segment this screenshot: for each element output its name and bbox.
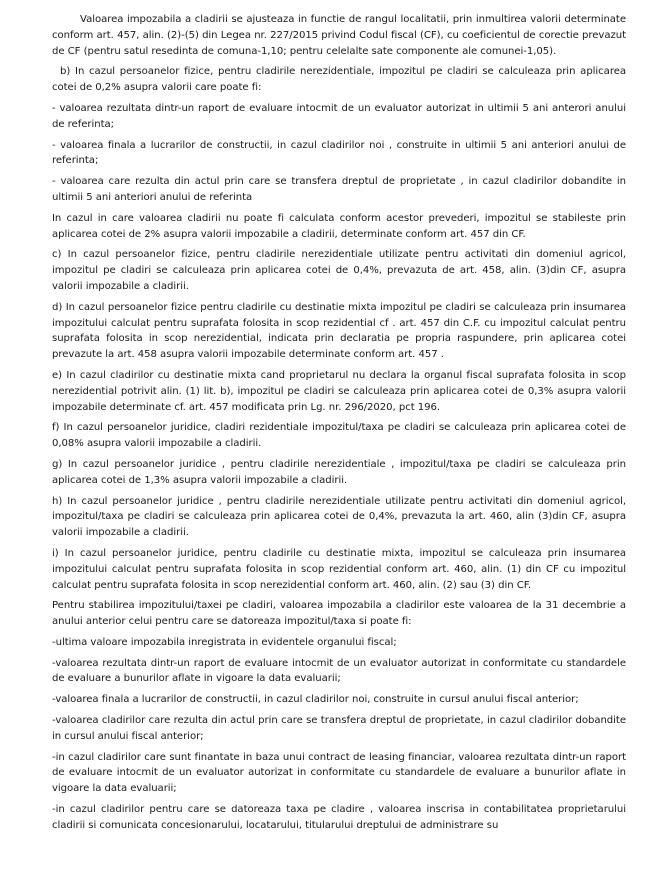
list-item: -valoarea cladirilor care rezulta din actul prin care se transfera dreptul de proprietate, in cazul cladirilor dobandite in cursul anului fiscal anterior;	[52, 715, 626, 742]
paragraph-e-mixed-undeclared: e) In cazul cladirilor cu destinatie mixta cand proprietarul nu declara la organul fiscal suprafata folosita in scop nerezidential potrivit alin. (1) lit. b), impozitul pe cladiri se calculeaza prin aplicarea cotei de 0,3% asupra valorii impozabile determinate cf. art. 457 modificata prin Lg. nr. 296/2020, pct 196.	[52, 369, 626, 413]
list-item: - valoarea finala a lucrarilor de constructii, in cazul cladirilor noi , construite in ultimii 5 ani anteriori anului de referinta;	[52, 139, 626, 167]
paragraph-h-legal-agricultural: h) In cazul persoanelor juridice , pentru cladirile nerezidentiale utilizate pentru activitati din domeniul agricol, impozitul/taxa pe cladiri se calculeaza prin aplicarea cotei de 0,4%, prevazuta la art. 460, alin (3)din CF, asupra valorii impozabile a cladirii.	[52, 495, 626, 539]
paragraph-fallback-rate: In cazul in care valoarea cladirii nu poate fi calculata conform acestor prevederi, impozitul se stabileste prin aplicarea cotei de 2% asupra valorii impozabile a cladirii, determinate conform art. 457 din CF.	[52, 212, 626, 240]
list-item: - valoarea rezultata dintr-un raport de evaluare intocmit de un evaluator autorizat in ultimii 5 ani anterori anului de referinta;	[52, 102, 626, 130]
list-item: -in cazul cladirilor care sunt finantate in baza unui contract de leasing financiar, valoarea rezultata dintr-un raport de evaluare intocmit de un evaluator autorizat in conformitate cu standardele de evaluare a bunurilor aflate in vigoare la data evaluarii;	[52, 751, 626, 795]
list-item: -ultima valoare impozabila inregistrata in evidentele organului fiscal;	[52, 636, 397, 648]
paragraph-f-legal-residential: f) In cazul persoanelor juridice, cladiri rezidentiale impozitul/taxa pe cladiri se calculeaza prin aplicarea cotei de 0,08% asupra valorii impozabile a cladirii.	[52, 422, 626, 450]
list-item: -in cazul cladirilor pentru care se datoreaza taxa pe cladire , valoarea inscrisa in contabilitatea proprietarului cladirii si comunicata concesionarului, locatarului, titularului dreptului de administrare su	[52, 804, 626, 831]
paragraph-rank-adjustment: Valoarea impozabila a cladirii se ajusteaza in functie de rangul localitatii, prin inmultirea valorii determinate conform art. 457, alin. (2)-(5) din Legea nr. 227/2015 privind Codul fiscal (CF), cu coeficientul de corectie prevazut de CF (pentru satul resedinta de comuna-1,10; pentru celelalte sate componente ale comunei-1,05).	[52, 14, 626, 57]
paragraph-b-nonresidential: b) In cazul persoanelor fizice, pentru cladirile nerezidentiale, impozitul pe cladiri se calculeaza prin aplicarea cotei de 0,2% asupra valorii care poate fi:	[52, 66, 626, 94]
list-item: -valoarea finala a lucrarilor de constructii, in cazul cladirilor noi, construite in cursul anului fiscal anterior;	[52, 694, 579, 706]
paragraph-i-legal-mixed: i) In cazul persoanelor juridice, pentru cladirile cu destinatie mixta, impozitul se calculeaza prin insumarea impozitului calculat pentru suprafata folosita in scop rezidential conform art. 460, alin. (1) din CF cu impozitul calculat pentru suprafata folosita in scop nerezidential conform art. 460, alin. (2) sau (3) din CF.	[52, 547, 626, 591]
list-item: -valoarea rezultata dintr-un raport de evaluare intocmit de un evaluator autorizat in conformitate cu standardele de evaluare a bunurilor aflate in vigoare la data evaluarii;	[52, 657, 626, 685]
paragraph-taxable-value: Pentru stabilirea impozitului/taxei pe cladiri, valoarea impozabila a cladirilor este valoarea de la 31 decembrie a anului anterior celui pentru care se datoreaza impozitul/taxa si poate fi:	[52, 600, 626, 628]
paragraph-g-legal-nonresidential: g) In cazul persoanelor juridice , pentru cladirile nerezidentiale , impozitul/taxa pe cladiri se calculeaza prin aplicarea cotei de 1,3% asupra valorii impozabile a cladirii.	[52, 458, 626, 486]
paragraph-d-mixed: d) In cazul persoanelor fizice pentru cladirile cu destinatie mixta impozitul pe cladiri se calculeaza prin insumarea impozitului calculat pentru suprafata folosita in scop rezidential cf . art. 457 din C.F. cu impozitul calculat pentru suprafata folosita in scop nerezidential, indicata prin declaratia pe propria raspundere, prin aplicarea cotei prevazute la art. 458 asupra valorii impozabile determinate conform art. 457 .	[52, 301, 626, 361]
list-item: - valoarea care rezulta din actul prin care se transfera dreptul de proprietate , in cazul cladirilor dobandite in ultimii 5 ani anteriori anului de referinta	[52, 176, 626, 203]
paragraph-c-agricultural: c) In cazul persoanelor fizice, pentru cladirile nerezidentiale utilizate pentru activitati din domeniul agricol, impozitul pe cladiri se calculeaza prin aplicarea cotei de 0,4%, prevazuta de art. 458, alin. (3)din CF, asupra valorii impozabile a cladirii.	[52, 249, 626, 292]
